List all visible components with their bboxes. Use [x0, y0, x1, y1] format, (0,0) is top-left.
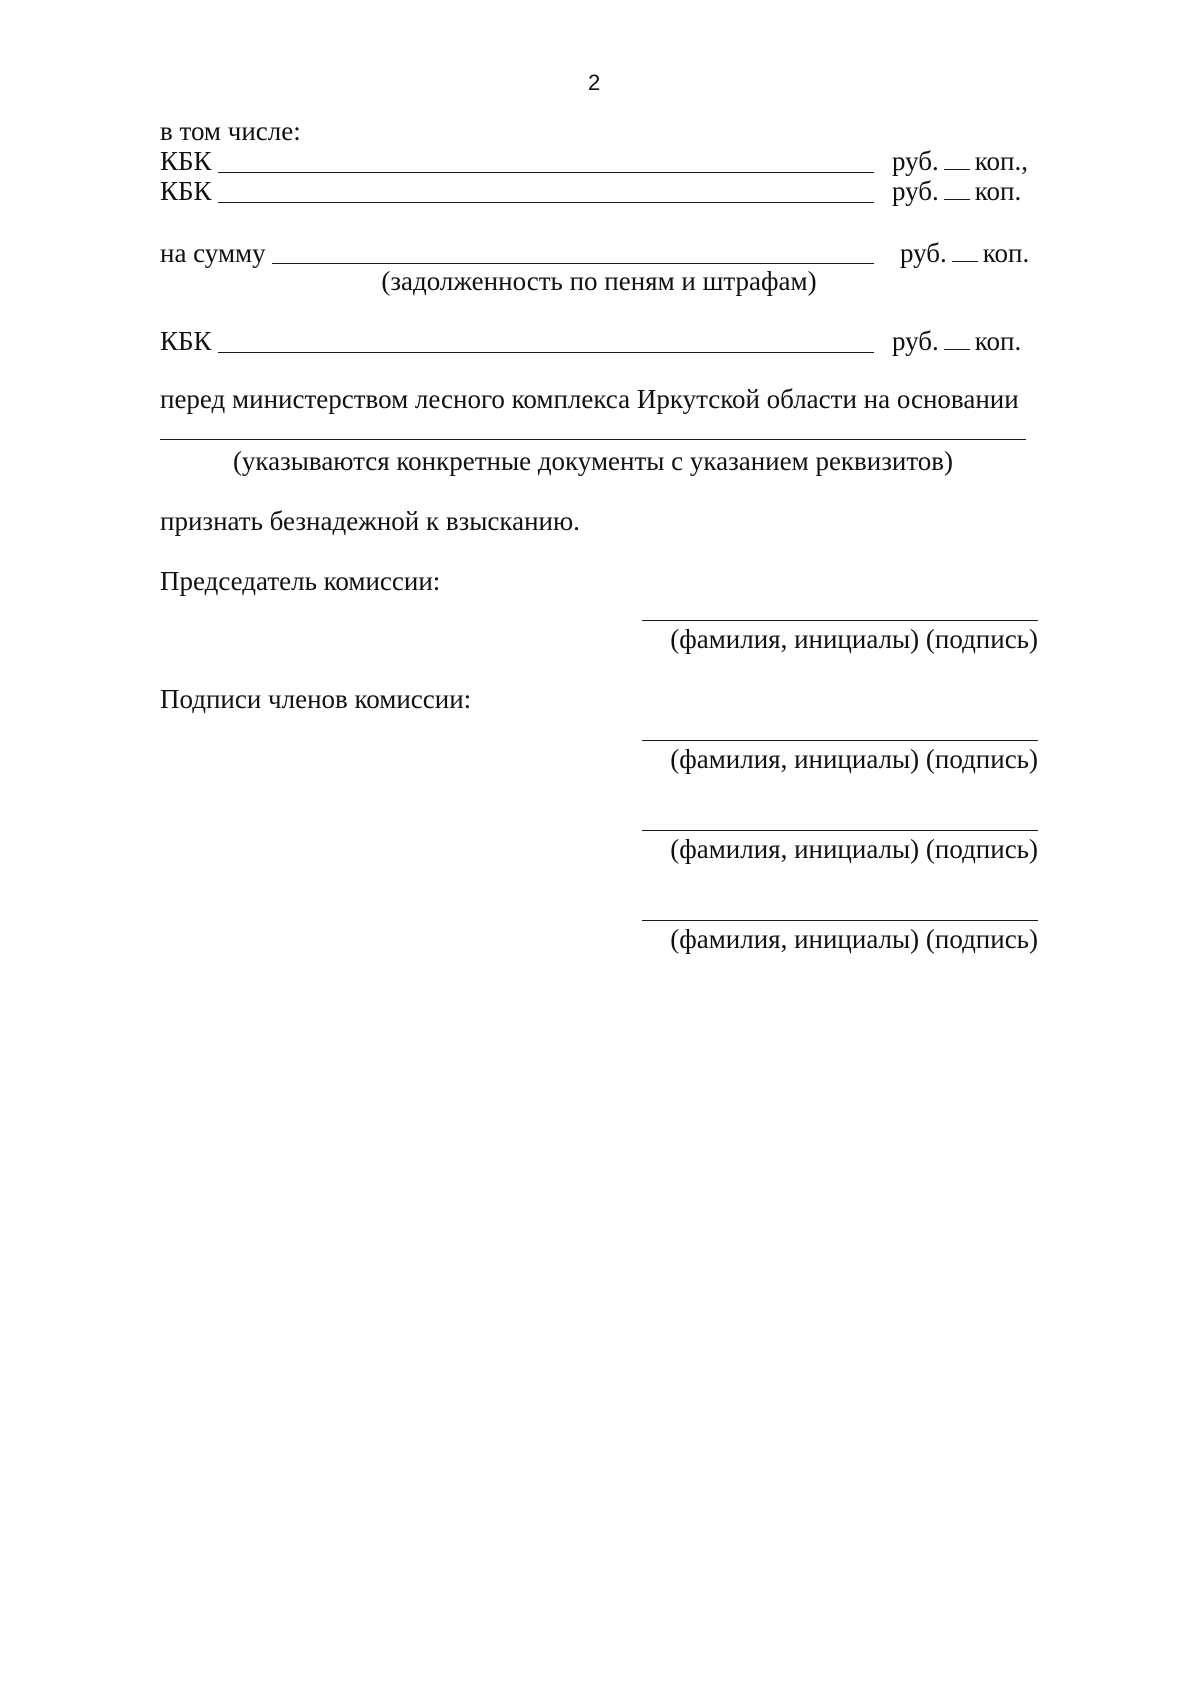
kop-blank: [952, 239, 978, 262]
kbk-label-3: КБК: [160, 326, 212, 356]
basis-caption: (указываются конкретные документы с указанием реквизитов): [232, 446, 954, 476]
sum-label: на сумму: [160, 238, 266, 268]
kbk-blank-line-2: [218, 202, 874, 203]
kop-label: коп.,: [974, 146, 1028, 176]
conclusion-text: признать безнадежной к взысканию.: [160, 506, 580, 536]
kop-label: коп.: [974, 176, 1022, 206]
signature-caption: (фамилия, инициалы) (подпись): [670, 744, 1038, 774]
member-signature-line-3: [642, 920, 1038, 921]
kbk-label-2: КБК: [160, 176, 212, 206]
page-number: 2: [588, 70, 601, 95]
kbk-blank-line-1: [218, 172, 874, 173]
sum-blank-line: [272, 263, 874, 264]
signature-caption: (фамилия, инициалы) (подпись): [670, 834, 1038, 864]
kbk-blank-line-3: [218, 352, 874, 353]
kbk-amount-1: [892, 146, 1028, 176]
members-label: Подписи членов комиссии:: [160, 684, 472, 714]
kop-label: коп.: [974, 326, 1022, 356]
sum-amount: [900, 238, 1029, 268]
kop-blank: [944, 327, 970, 350]
rub-label: руб.: [900, 238, 947, 268]
sum-caption: (задолженность по пеням и штрафам): [381, 266, 817, 296]
chairman-signature-line: [642, 620, 1038, 621]
signature-caption: (фамилия, инициалы) (подпись): [670, 924, 1038, 954]
rub-label: руб.: [892, 326, 939, 356]
kbk-amount-3: [892, 326, 1021, 356]
chairman-label: Председатель комиссии:: [160, 566, 441, 596]
signature-caption: (фамилия, инициалы) (подпись): [670, 624, 1038, 654]
intro-text: в том числе:: [160, 116, 301, 146]
kbk-label-1: КБК: [160, 146, 212, 176]
kop-blank: [944, 147, 970, 170]
member-signature-line-1: [642, 740, 1038, 741]
kop-blank: [944, 177, 970, 200]
rub-label: руб.: [892, 176, 939, 206]
kbk-amount-2: [892, 176, 1021, 206]
basis-text: перед министерством лесного комплекса Иркутской области на основании: [160, 384, 1019, 414]
basis-blank-line: [160, 439, 1026, 440]
rub-label: руб.: [892, 146, 939, 176]
member-signature-line-2: [642, 830, 1038, 831]
kop-label: коп.: [982, 238, 1030, 268]
